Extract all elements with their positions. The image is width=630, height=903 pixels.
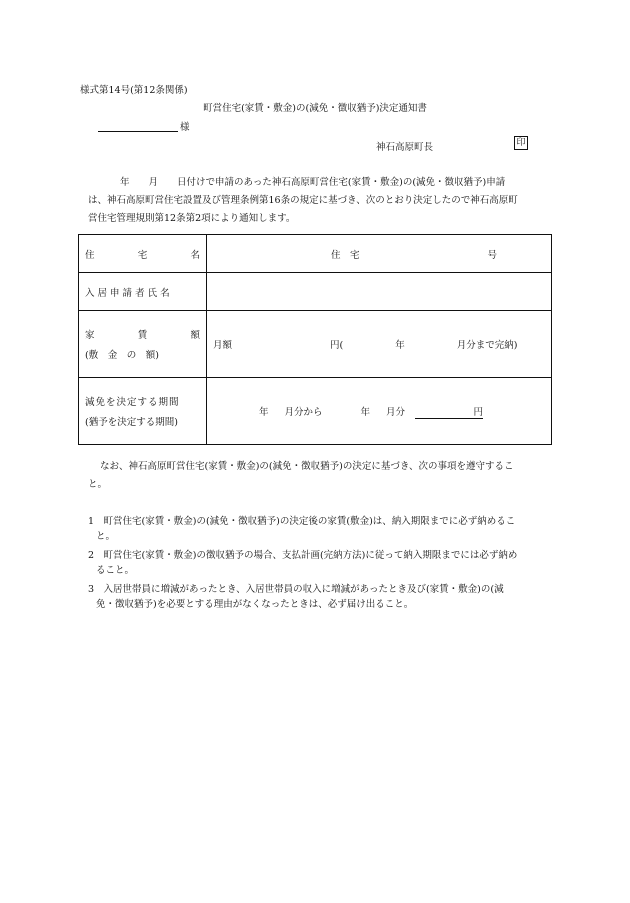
list-item — [88, 582, 556, 612]
item-line-1: 1 町営住宅(家賃・敷金)の(減免・徴収猶予)の決定後の家賃(敷金)は、納入期限までに必ず納めるこ — [88, 516, 516, 527]
item-line-1: 3 入居世帯員に増減があったとき、入居世帯員の収入に増減があったとき及び(家賃・敷金)の(減 — [88, 584, 504, 595]
from-year-label: 年 — [259, 407, 269, 418]
table-row-period — [79, 378, 552, 445]
to-year-label: 年 — [360, 407, 371, 418]
compliance-items — [88, 514, 556, 616]
applicant-name-label: 入 居 申 請 者 氏 名 — [79, 273, 207, 311]
list-item — [88, 548, 556, 578]
label-char: 家 — [85, 330, 95, 341]
paid-year-label: 年 — [395, 340, 405, 351]
item-line-2: と。 — [96, 531, 116, 542]
list-item — [88, 514, 556, 544]
from-month-label: 月分から — [284, 407, 323, 418]
compliance-note — [88, 458, 556, 494]
deferral-period-label: (猶予を決定する期間) — [85, 417, 178, 428]
label-char: 住 — [85, 249, 95, 261]
label-char: 名 — [190, 249, 200, 261]
deposit-amount-label: (敷 金 の 額) — [85, 350, 159, 361]
label-char: 宅 — [137, 249, 148, 261]
to-month-label: 月分 — [386, 407, 406, 418]
table-row-applicant — [79, 273, 552, 311]
rent-amount-value — [207, 311, 552, 378]
housing-number-label: 号 — [487, 249, 498, 261]
label-char: 額 — [190, 330, 200, 341]
note-line-2: と。 — [88, 479, 108, 490]
seal-mark: 印 — [514, 136, 528, 150]
item-line-2: ること。 — [96, 565, 135, 576]
applicant-name-value — [207, 273, 552, 311]
note-line-1: なお、神石高原町営住宅(家賃・敷金)の(減免・徴収猶予)の決定に基づき、次の事項を遵守するこ — [100, 461, 514, 472]
monthly-label: 月額 — [213, 340, 233, 351]
yen-label: 円( — [330, 340, 344, 351]
intro-line-3: 営住宅管理規則第12条第2項により通知します。 — [88, 213, 296, 224]
decision-table — [78, 234, 552, 445]
item-line-2: 免・徴収猶予)を必要とする理由がなくなったときは、必ず届け出ること。 — [96, 599, 414, 610]
housing-unit-label: 住 宅 — [331, 249, 360, 261]
reduction-period-label: 減免を決定する期間 — [85, 397, 180, 408]
housing-name-label — [79, 235, 207, 273]
addressee-suffix: 様 — [180, 122, 190, 133]
paid-month-label: 月分まで完納) — [456, 340, 518, 351]
table-row-rent — [79, 311, 552, 378]
table-row-housing — [79, 235, 552, 273]
intro-line-1: 年 月 日付けで申請のあった神石高原町営住宅(家賃・敷金)の(減免・徴収猶予)申請 — [120, 177, 506, 188]
issuer-name: 神石高原町長 — [376, 142, 434, 153]
intro-paragraph — [88, 174, 556, 228]
period-value — [207, 378, 552, 445]
amount-yen: 円 — [415, 404, 483, 419]
label-char: 賃 — [137, 330, 148, 341]
addressee-name-line — [98, 130, 178, 132]
intro-line-2: は、神石高原町営住宅設置及び管理条例第16条の規定に基づき、次のとおり決定したので神石高原町 — [88, 195, 518, 206]
housing-name-value — [207, 235, 552, 273]
form-number: 様式第14号(第12条関係) — [80, 85, 188, 96]
item-line-1: 2 町営住宅(家賃・敷金)の徴収猶予の場合、支払計画(完納方法)に従って納入期限までには必ず納め — [88, 550, 518, 561]
document-title: 町営住宅(家賃・敷金)の(減免・徴収猶予)決定通知書 — [203, 103, 427, 114]
rent-amount-label — [79, 311, 207, 378]
period-label — [79, 378, 207, 445]
